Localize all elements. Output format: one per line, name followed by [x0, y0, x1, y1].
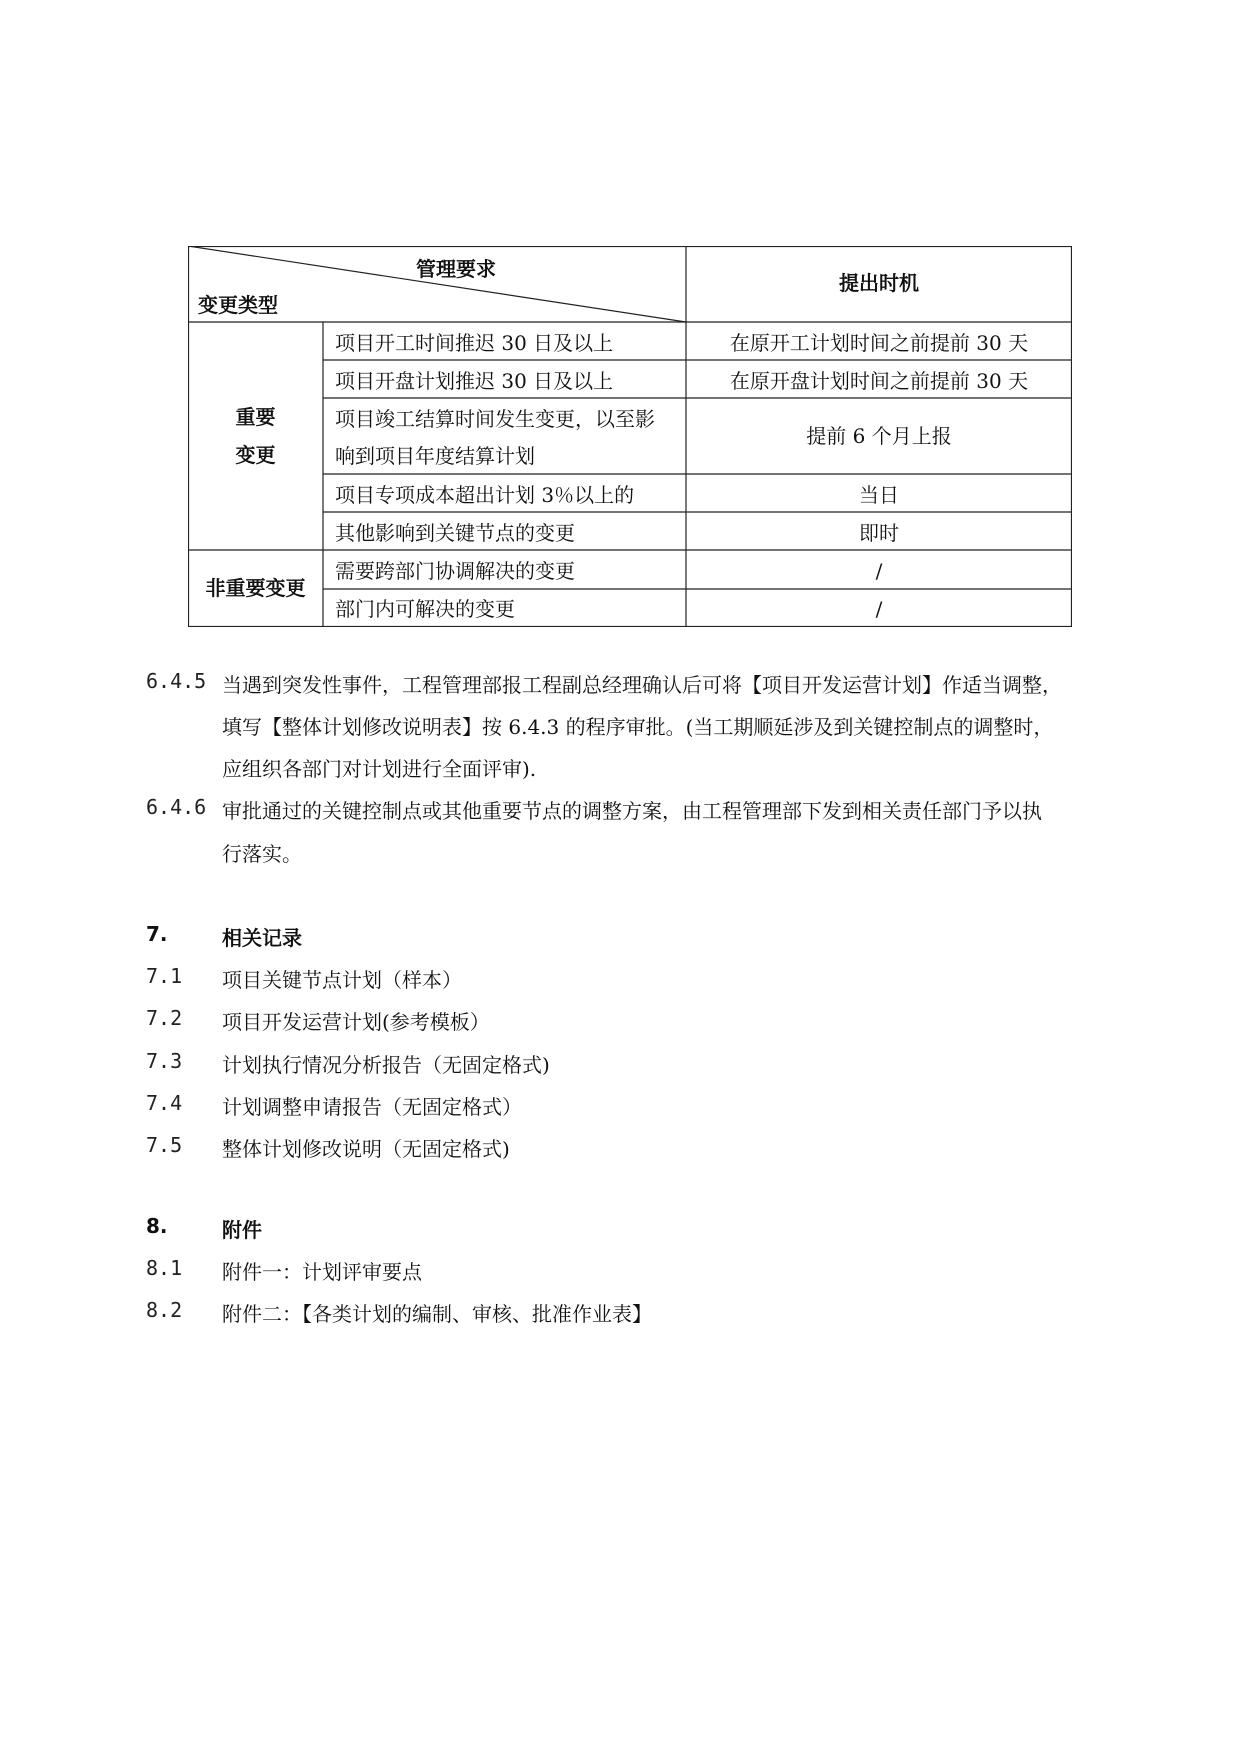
table-row-desc: 项目开盘计划推迟 30 日及以上 — [335, 369, 614, 393]
list-item-number: 8.1 — [146, 1256, 183, 1280]
table-row-desc: 项目专项成本超出计划 3％以上的 — [335, 483, 635, 507]
section-7-title: 相关记录 — [222, 926, 302, 950]
clause-text-line: 当遇到突发性事件，工程管理部报工程副总经理确认后可将【项目开发运营计划】作适当调整， — [222, 673, 1062, 697]
table-row-desc: 其他影响到关键节点的变更 — [335, 521, 575, 545]
list-item: 计划调整申请报告（无固定格式） — [222, 1095, 522, 1119]
table-row-timing: 当日 — [859, 483, 899, 507]
list-item-number: 8.2 — [146, 1298, 183, 1322]
header-change-type: 变更类型 — [198, 293, 278, 317]
header-submission-timing: 提出时机 — [839, 271, 919, 295]
table-row-timing: / — [875, 597, 883, 621]
table-row-timing: 在原开盘计划时间之前提前 30 天 — [729, 369, 1029, 393]
list-item: 计划执行情况分析报告（无固定格式) — [222, 1053, 550, 1077]
clause-text-line: 行落实。 — [222, 842, 302, 866]
table-row-timing: 即时 — [859, 521, 899, 545]
clause-number: 6.4.5 — [146, 669, 207, 693]
table-row-desc: 需要跨部门协调解决的变更 — [335, 559, 575, 583]
table-row-timing: / — [875, 559, 883, 583]
list-item: 项目开发运营计划(参考模板） — [222, 1010, 490, 1034]
section-7-number: 7. — [146, 922, 168, 946]
table-row-desc: 项目开工时间推迟 30 日及以上 — [335, 331, 614, 355]
group-minor-change: 非重要变更 — [205, 576, 306, 600]
table-row-timing: 提前 6 个月上报 — [806, 424, 952, 448]
clause-number: 6.4.6 — [146, 795, 207, 819]
clause-text-line: 审批通过的关键控制点或其他重要节点的调整方案，由工程管理部下发到相关责任部门予以执 — [222, 799, 1042, 823]
list-item: 整体计划修改说明（无固定格式) — [222, 1137, 510, 1161]
list-item-number: 7.3 — [146, 1049, 183, 1073]
clause-text-line: 应组织各部门对计划进行全面评审). — [222, 757, 537, 781]
table-row-desc-line2: 响到项目年度结算计划 — [335, 444, 535, 468]
clause-text-line: 填写【整体计划修改说明表】按 6.4.3 的程序审批。(当工期顺延涉及到关键控制点的调整时， — [222, 715, 1054, 739]
list-item-number: 7.1 — [146, 964, 183, 988]
list-item-number: 7.2 — [146, 1006, 183, 1030]
table-row-desc: 部门内可解决的变更 — [335, 597, 515, 621]
list-item-number: 7.4 — [146, 1091, 183, 1115]
change-requirements-table — [188, 246, 1072, 627]
table-row-desc-line1: 项目竣工结算时间发生变更，以至影 — [335, 407, 655, 431]
group-major-change-line2: 变更 — [235, 443, 276, 467]
list-item: 附件一：计划评审要点 — [222, 1260, 422, 1284]
section-8-title: 附件 — [222, 1218, 262, 1242]
group-major-change-line1: 重要 — [235, 405, 276, 429]
section-8-number: 8. — [146, 1214, 168, 1238]
table-row-timing: 在原开工计划时间之前提前 30 天 — [729, 331, 1029, 355]
list-item: 附件二：【各类计划的编制、审核、批准作业表】 — [222, 1302, 652, 1326]
header-management-requirements: 管理要求 — [416, 257, 496, 281]
list-item: 项目关键节点计划（样本） — [222, 968, 462, 992]
list-item-number: 7.5 — [146, 1133, 183, 1157]
